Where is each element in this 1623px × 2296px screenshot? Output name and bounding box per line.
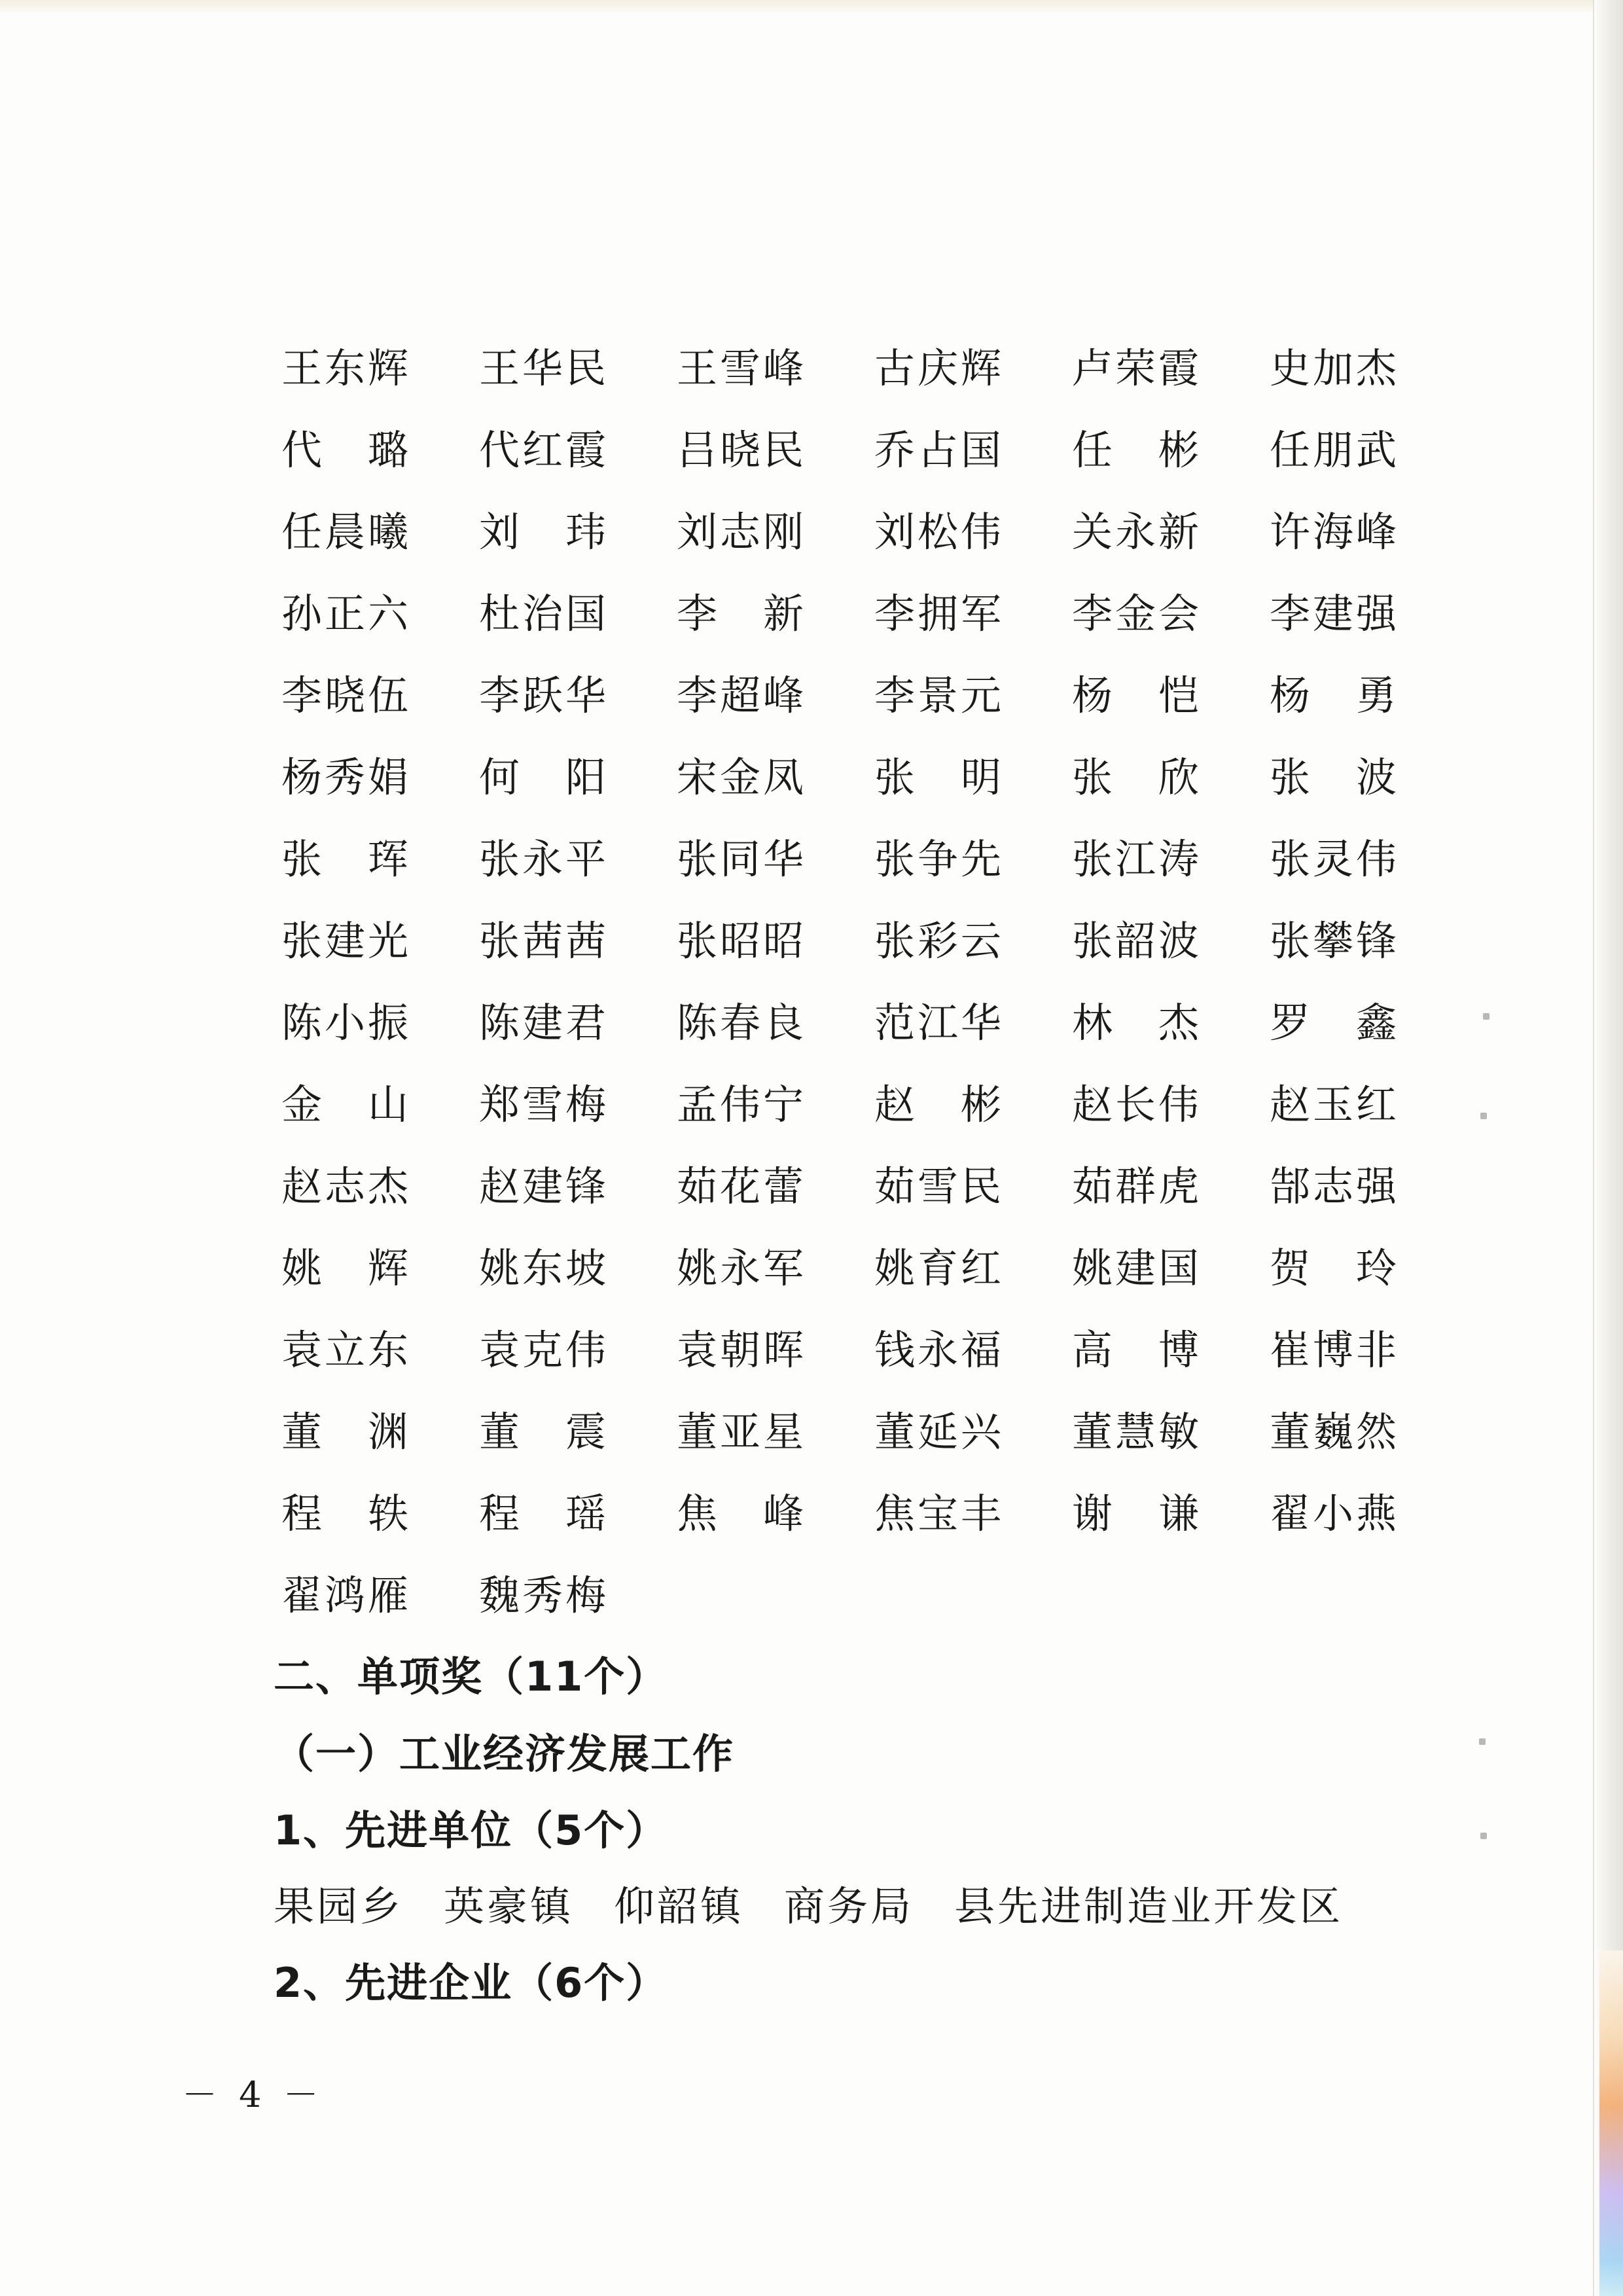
scan-color-artifact: [1599, 1950, 1623, 2296]
name-entry: 姚永军: [677, 1244, 807, 1292]
name-entry: 赵建锋: [479, 1162, 609, 1210]
name-entry: 陈春良: [677, 999, 807, 1047]
name-entry: 代 璐: [281, 426, 412, 474]
advanced-unit: 英豪镇: [444, 1882, 574, 1930]
name-entry: 任晨曦: [281, 508, 412, 556]
name-entry: 焦 峰: [677, 1490, 807, 1537]
name-entry: 谢 谦: [1072, 1490, 1202, 1537]
name-entry: 茹花蕾: [677, 1162, 807, 1210]
name-entry: 林 杰: [1072, 999, 1202, 1047]
item-heading-advanced-enterprises: 2、先进企业（6个）: [274, 1959, 668, 2007]
name-entry: 魏秀梅: [479, 1571, 609, 1619]
section-heading-individual-awards: 二、单项奖（11个）: [274, 1653, 668, 1700]
name-entry: 姚建国: [1072, 1244, 1202, 1292]
name-entry: 古庆辉: [874, 344, 1005, 392]
scan-top-edge: [0, 0, 1623, 14]
name-entry: 王雪峰: [677, 344, 807, 392]
name-entry: 陈小振: [281, 999, 412, 1047]
name-entry: 赵长伟: [1072, 1081, 1202, 1128]
name-entry: 代红霞: [479, 426, 609, 474]
name-entry: 张 波: [1270, 753, 1400, 801]
name-entry: 姚 辉: [281, 1244, 412, 1292]
name-entry: 赵志杰: [281, 1162, 412, 1210]
name-entry: 张灵伟: [1270, 835, 1400, 883]
name-entry: 袁立东: [281, 1326, 412, 1374]
name-entry: 姚育红: [874, 1244, 1005, 1292]
name-entry: 李晓伍: [281, 672, 412, 719]
names-list: [281, 327, 1459, 1636]
name-entry: 董巍然: [1270, 1408, 1400, 1456]
name-entry: 董 震: [479, 1408, 609, 1456]
name-entry: 金 山: [281, 1081, 412, 1128]
name-entry: 刘松伟: [874, 508, 1005, 556]
name-entry: 杜治国: [479, 590, 609, 637]
name-entry: 高 博: [1072, 1326, 1202, 1374]
name-entry: 董延兴: [874, 1408, 1005, 1456]
name-entry: 张争先: [874, 835, 1005, 883]
name-entry: 赵玉红: [1270, 1081, 1400, 1128]
name-entry: 王东辉: [281, 344, 412, 392]
name-entry: 郜志强: [1270, 1162, 1400, 1210]
name-entry: 刘 玮: [479, 508, 609, 556]
subsection-heading-industrial-economy: （一）工业经济发展工作: [274, 1730, 735, 1778]
name-entry: 董亚星: [677, 1408, 807, 1456]
page-number: － 4 －: [182, 2074, 324, 2115]
name-entry: 郑雪梅: [479, 1081, 609, 1128]
advanced-unit: 仰韶镇: [614, 1882, 744, 1930]
name-entry: 史加杰: [1270, 344, 1400, 392]
name-entry: 范江华: [874, 999, 1005, 1047]
name-entry: 李金会: [1072, 590, 1202, 637]
name-entry: 茹雪民: [874, 1162, 1005, 1210]
name-entry: 许海峰: [1270, 508, 1400, 556]
name-entry: 刘志刚: [677, 508, 807, 556]
name-entry: 董 渊: [281, 1408, 412, 1456]
name-entry: 李建强: [1270, 590, 1400, 637]
name-entry: 张建光: [281, 917, 412, 965]
name-entry: 李景元: [874, 672, 1005, 719]
name-entry: 乔占国: [874, 426, 1005, 474]
advanced-unit: 县先进制造业开发区: [954, 1882, 1344, 1930]
name-entry: 罗 鑫: [1270, 999, 1400, 1047]
name-entry: 杨秀娟: [281, 753, 412, 801]
name-entry: 张韶波: [1072, 917, 1202, 965]
name-entry: 李拥军: [874, 590, 1005, 637]
name-entry: 张江涛: [1072, 835, 1202, 883]
name-entry: 程 瑶: [479, 1490, 609, 1537]
name-entry: 茹群虎: [1072, 1162, 1202, 1210]
name-entry: 张彩云: [874, 917, 1005, 965]
name-entry: 吕晓民: [677, 426, 807, 474]
advanced-unit: 果园乡: [274, 1882, 404, 1930]
name-entry: 袁朝晖: [677, 1326, 807, 1374]
scan-speck: [1483, 1013, 1489, 1020]
name-entry: 袁克伟: [479, 1326, 609, 1374]
name-entry: 焦宝丰: [874, 1490, 1005, 1537]
name-entry: 张攀锋: [1270, 917, 1400, 965]
advanced-units-list: [274, 1880, 1343, 1933]
name-entry: 程 轶: [281, 1490, 412, 1537]
name-entry: 钱永福: [874, 1326, 1005, 1374]
name-entry: 翟鸿雁: [281, 1571, 412, 1619]
name-entry: 张茜茜: [479, 917, 609, 965]
name-entry: 陈建君: [479, 999, 609, 1047]
name-entry: 张永平: [479, 835, 609, 883]
scan-speck: [1479, 1738, 1486, 1745]
name-entry: 任朋武: [1270, 426, 1400, 474]
name-entry: 孙正六: [281, 590, 412, 637]
name-entry: 王华民: [479, 344, 609, 392]
name-entry: 张昭昭: [677, 917, 807, 965]
name-entry: 关永新: [1072, 508, 1202, 556]
item-heading-advanced-units: 1、先进单位（5个）: [274, 1806, 668, 1854]
name-entry: 李 新: [677, 590, 807, 637]
name-entry: 杨 恺: [1072, 672, 1202, 719]
name-entry: 张 明: [874, 753, 1005, 801]
name-entry: 何 阳: [479, 753, 609, 801]
scan-speck: [1480, 1113, 1487, 1119]
name-entry: 姚东坡: [479, 1244, 609, 1292]
name-entry: 翟小燕: [1270, 1490, 1400, 1537]
advanced-unit: 商务局: [784, 1882, 914, 1930]
name-entry: 赵 彬: [874, 1081, 1005, 1128]
name-entry: 李跃华: [479, 672, 609, 719]
name-entry: 崔博非: [1270, 1326, 1400, 1374]
name-entry: 杨 勇: [1270, 672, 1400, 719]
name-entry: 董慧敏: [1072, 1408, 1202, 1456]
name-entry: 孟伟宁: [677, 1081, 807, 1128]
scan-speck: [1480, 1833, 1487, 1839]
name-entry: 张同华: [677, 835, 807, 883]
name-entry: 任 彬: [1072, 426, 1202, 474]
name-entry: 卢荣霞: [1072, 344, 1202, 392]
name-entry: 李超峰: [677, 672, 807, 719]
name-entry: 张 欣: [1072, 753, 1202, 801]
name-entry: 贺 玲: [1270, 1244, 1400, 1292]
name-entry: 宋金凤: [677, 753, 807, 801]
name-entry: 张 珲: [281, 835, 412, 883]
